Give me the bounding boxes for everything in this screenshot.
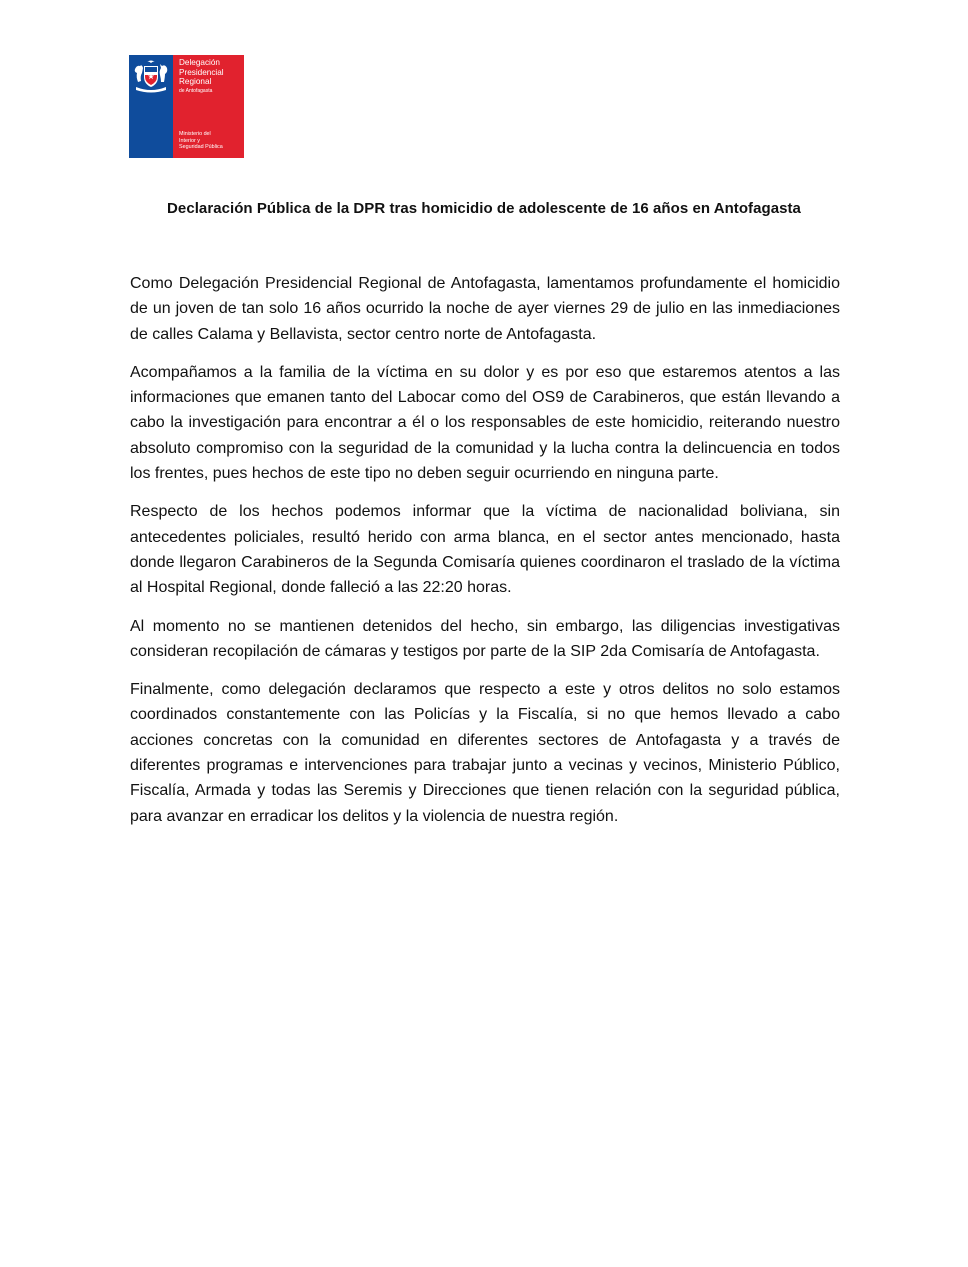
logo-institution-name bbox=[179, 58, 244, 87]
document-title: Declaración Pública de la DPR tras homicidio de adolescente de 16 años en Antofagasta bbox=[167, 200, 801, 217]
paragraph: Acompañamos a la familia de la víctima en su dolor y es por eso que estaremos atentos a las informaciones que emanen tanto del Labocar como del OS9 de Carabineros, que están llevando a cabo la investigación para encontrar a él o los responsables de este homicidio, reiterando nuestro absoluto compromiso con la seguridad de la comunidad y la lucha contra la delincuencia en todos los frentes, pues hechos de este tipo no deben seguir ocurriendo en ninguna parte. bbox=[130, 363, 840, 483]
logo-red-panel bbox=[173, 55, 244, 158]
paragraph: Respecto de los hechos podemos informar que la víctima de nacionalidad boliviana, sin antecedentes policiales, resultó herido con arma blanca, en el sector antes mencionado, hasta donde llegaron Carabineros de la Segunda Comisaría quienes coordinaron el traslado de la víctima al Hospital Regional, donde falleció a las 22:20 horas. bbox=[130, 503, 840, 597]
logo-region: de Antofagasta bbox=[179, 87, 213, 94]
logo-name-line: Regional bbox=[179, 77, 212, 87]
coat-of-arms-icon bbox=[131, 59, 171, 95]
paragraph: Al momento no se mantienen detenidos del hecho, sin embargo, las diligencias investigativas consideran recopilación de cámaras y testigos por parte de la SIP 2da Comisaría de Antofagasta. bbox=[130, 617, 840, 660]
coat-of-arms-emblem bbox=[129, 55, 173, 99]
logo-ministry-line: Interior y bbox=[179, 137, 200, 144]
institution-logo bbox=[129, 55, 244, 158]
logo-name-line: Presidencial bbox=[179, 67, 224, 77]
paragraph: Como Delegación Presidencial Regional de Antofagasta, lamentamos profundamente el homicidio de un joven de tan solo 16 años ocurrido la noche de ayer viernes 29 de julio en las inmediaciones de calles Calama y Bellavista, sector centro norte de Antofagasta. bbox=[130, 275, 840, 343]
logo-blue-band bbox=[129, 99, 173, 158]
logo-ministry bbox=[179, 131, 223, 151]
logo-blue-panel bbox=[129, 55, 173, 158]
paragraph: Finalmente, como delegación declaramos que respecto a este y otros delitos no solo estamos coordinados constantemente con las Policías y la Fiscalía, si no que hemos llevado a cabo acciones concretas con la comunidad en diferentes sectores de Antofagasta y a través de diferentes programas e intervenciones para trabajar junto a vecinas y vecinos, Ministerio Público, Fiscalía, Armada y todas las Seremis y Direcciones que tienen relación con la seguridad pública, para avanzar en erradicar los delitos y la violencia de nuestra región. bbox=[130, 681, 840, 825]
document-body bbox=[130, 271, 840, 842]
logo-ministry-line: Seguridad Pública bbox=[179, 144, 223, 151]
logo-name-line: Delegación bbox=[179, 58, 220, 67]
logo-ministry-line: Ministerio del bbox=[179, 131, 211, 137]
